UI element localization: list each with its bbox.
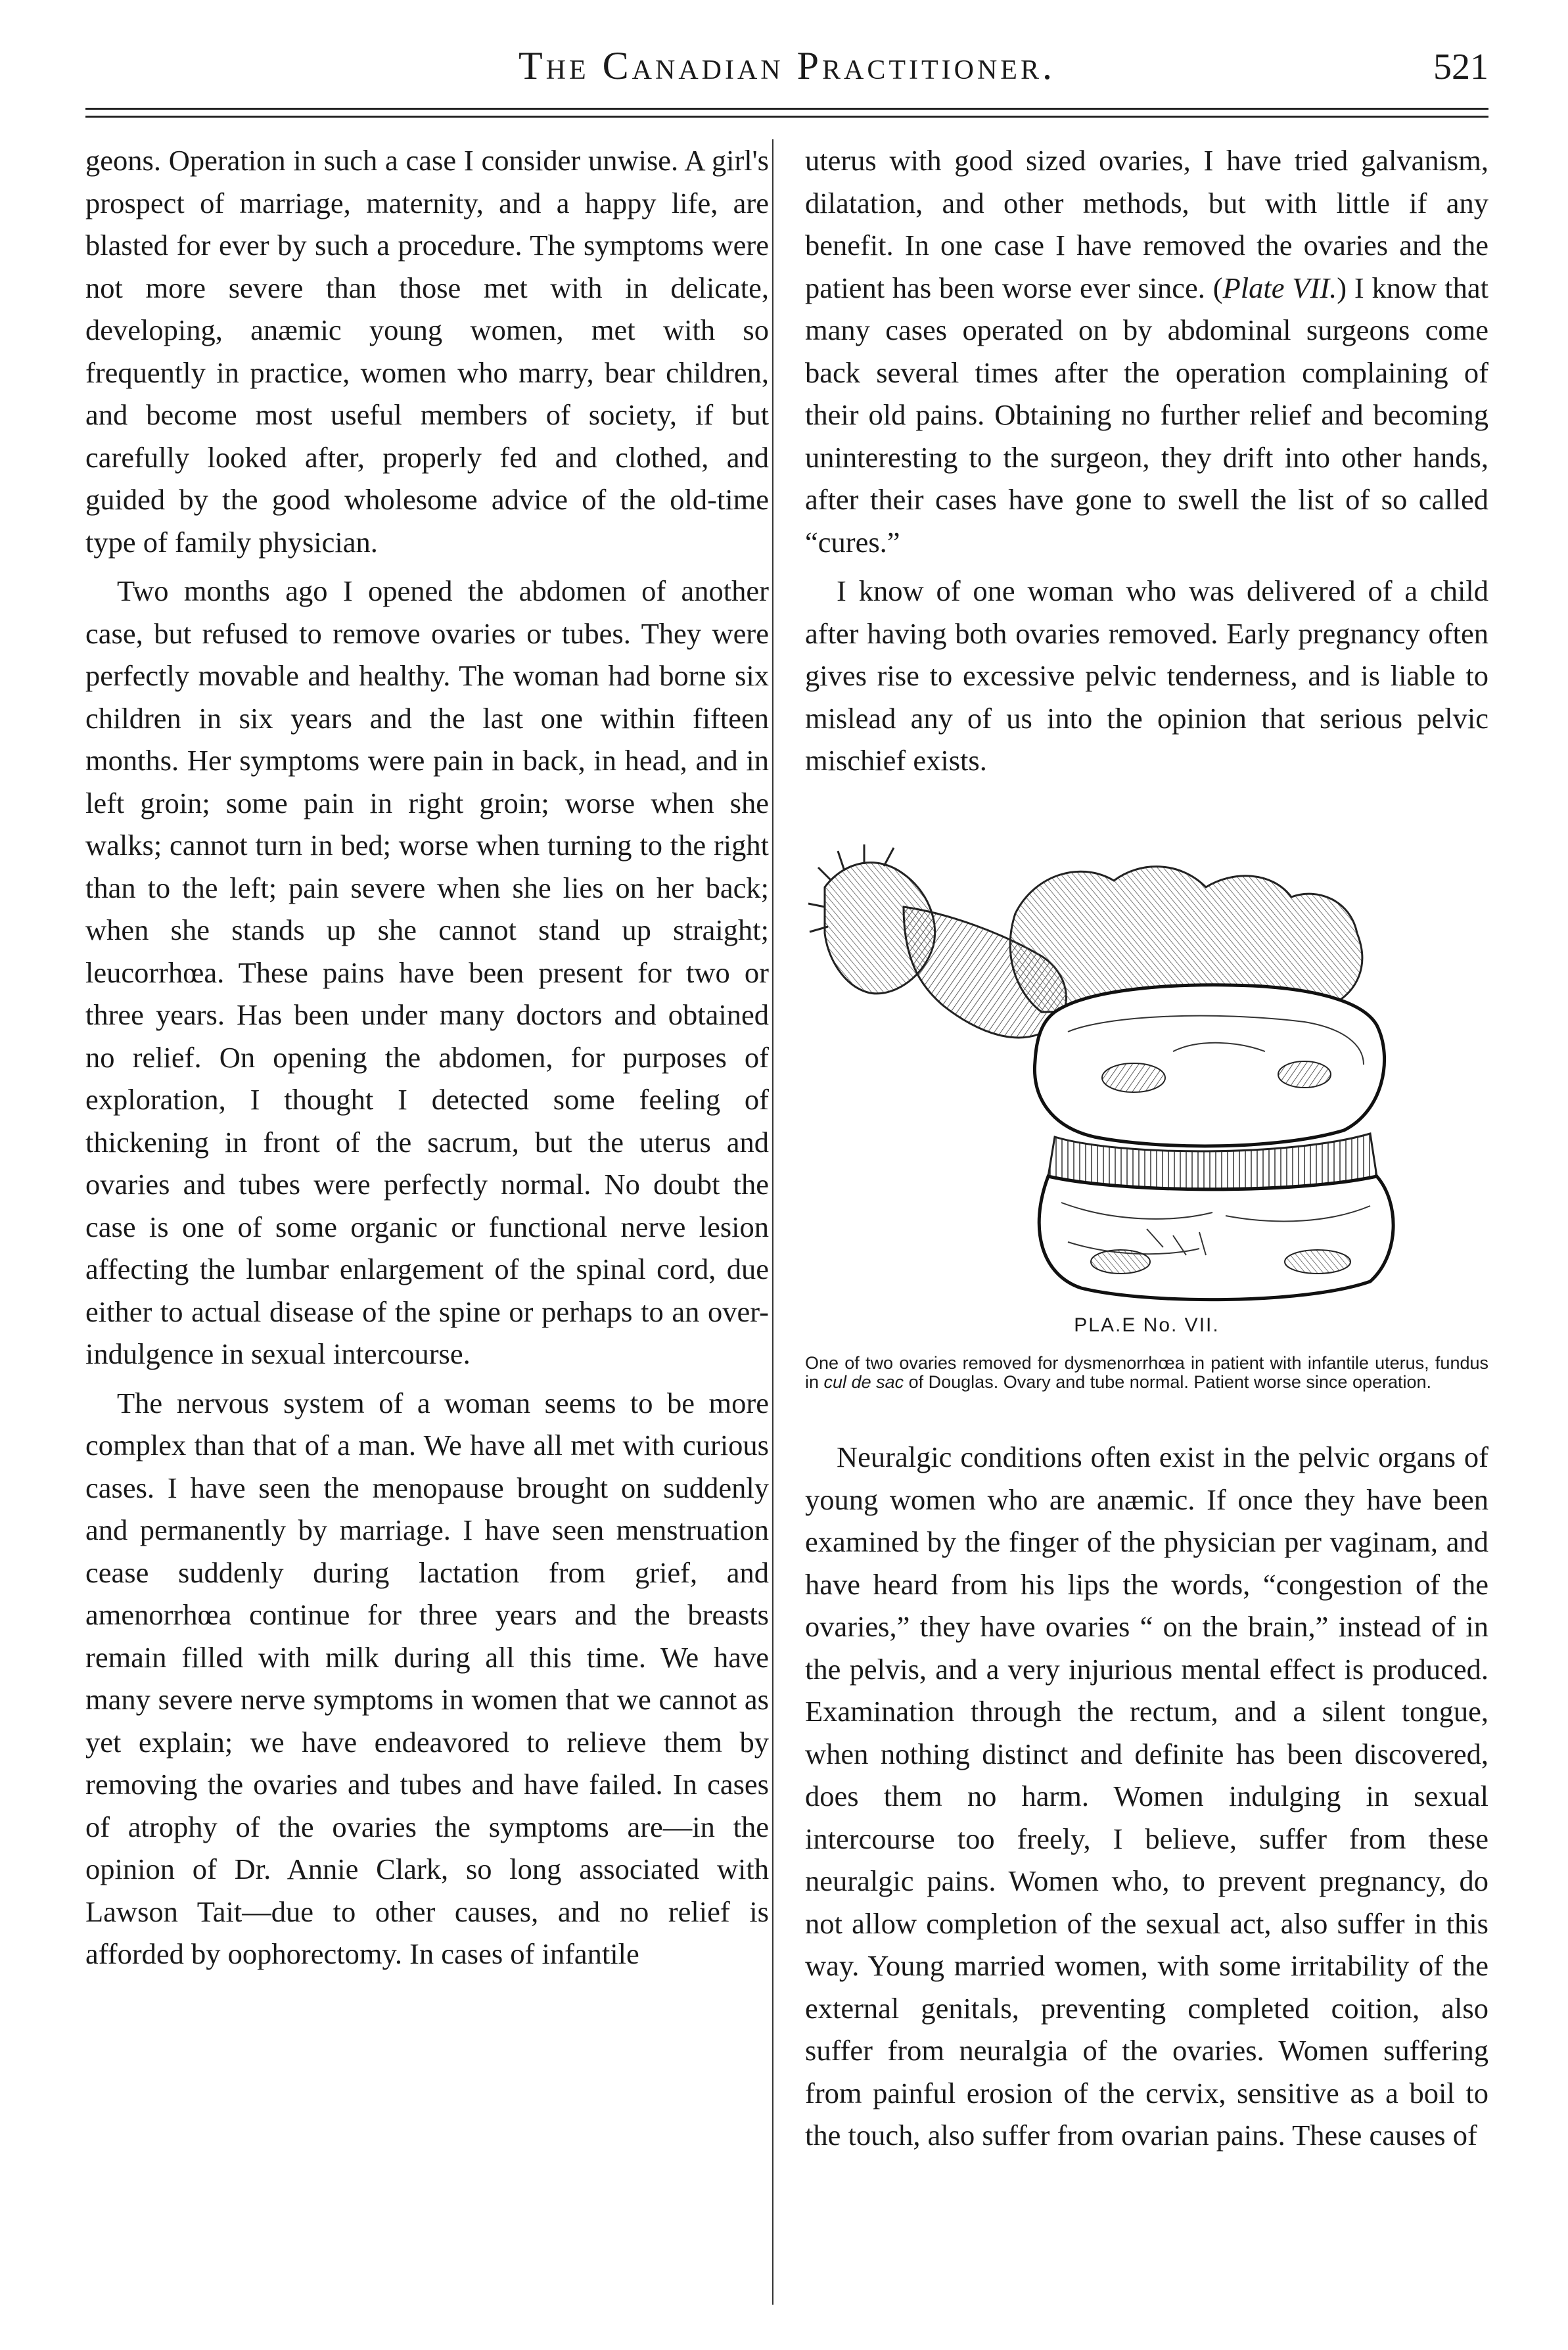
paragraph-text: ) I know that many cases operated on by abdominal surgeons come back several times after the operation complaining of their old pains. Obtaining no further relief and becoming uninteresting to the surgeon, they drift into other hands, after their cases have gone to swell the list of so called “cures.”: [805, 271, 1488, 559]
paragraph: Neuralgic conditions often exist in the pelvic organs of young women who are anæmic. If once they have been examined by the finger of the physician per vaginam, and have heard from his lips the words, “congestion of the ovaries,” they have ovaries “ on the brain,” instead of in the pelvis, and a very injurious mental effect is produced. Examination through the rectum, and a silent tongue, when nothing distinct and definite has been discovered, does them no harm. Women indulging in sexual intercourse too freely, I believe, suffer from these neuralgic pains. Women who, to prevent pregnancy, do not allow completion of the sexual act, also suffer in this way. Young married women, with some irritability of the external genitals, preventing completed coition, also suffer from neuralgia of the ovaries. Women suffering from painful erosion of the cervix, sensitive as a boil to the touch, also suffer from ovarian pains. These causes of: [805, 1440, 1488, 2152]
page-number: 521: [1433, 47, 1488, 87]
journal-title: The Canadian Practitioner.: [519, 44, 1055, 87]
plate-label: PLA.E No. VII.: [1074, 1314, 1220, 1336]
column-divider: [772, 139, 773, 2305]
plate-caption: [805, 1354, 1488, 1392]
running-head: [85, 32, 1488, 104]
paragraph: Two months ago I opened the abdomen of another case, but refused to remove ovaries or tubes. They were perfectly movable and healthy. The woman had borne six children in six years and the last one within fifteen months. Her symptoms were pain in back, in head, and in left groin; some pain in right groin; worse when she walks; cannot turn in bed; worse when turning to the right than to the left; pain severe when she lies on her back; when she stands up she cannot stand up straight; leucorrhœa. These pains have been present for two or three years. Has been under many doctors and obtained no relief. On opening the abdomen, for purposes of exploration, I thought I detected some feeling of thickening in front of the sacrum, but the uterus and ovaries and tubes were perfectly normal. No doubt the case is one of some organic or functional nerve lesion affecting the lumbar enlargement of the spinal cord, due either to actual disease of the spine or perhaps to an over-indulgence in sexual intercourse.: [85, 574, 769, 1370]
caption-text: One of two ovaries removed for dysmenorrhœa in patient with infantile uterus, fundus in: [805, 1353, 1488, 1392]
right-column-lower: [805, 1436, 1488, 2157]
caption-italic: cul de sac: [823, 1372, 904, 1392]
caption-text: of Douglas. Ovary and tube normal. Patient worse since operation.: [904, 1372, 1432, 1392]
header-rule: [85, 108, 1488, 110]
ovary-engraving-image: [805, 835, 1488, 1308]
plate-illustration: [805, 835, 1488, 1334]
paragraph: I know of one woman who was delivered of a child after having both ovaries removed. Early pregnancy often gives rise to excessive pelvic tenderness, and is liable to mislead any of us into the opinion that serious pelvic mischief exists.: [805, 574, 1488, 777]
left-column: [85, 139, 769, 1975]
header-rule-lower: [85, 116, 1488, 118]
paragraph: [805, 139, 1488, 563]
right-column: [805, 139, 1488, 782]
paragraph: geons. Operation in such a case I consider unwise. A girl's prospect of marriage, maternity, and a happy life, are blasted for ever by such a procedure. The symptoms were not more severe than those met with in delicate, developing, anæmic young women, met with so frequently in practice, women who marry, bear children, and become most useful members of society, if but carefully looked after, properly fed and clothed, and guided by the good wholesome advice of the old-time type of family physician.: [85, 144, 769, 559]
paragraph: The nervous system of a woman seems to be more complex than that of a man. We have all met with curious cases. I have seen the menopause brought on suddenly and permanently by marriage. I have seen menstruation cease suddenly during lactation from grief, and amenorrhœa continue for three years and the breasts remain filled with milk during all this time. We have many severe nerve symptoms in women that we cannot as yet explain; we have endeavored to relieve them by removing the ovaries and tubes and have failed. In cases of atrophy of the ovaries the symptoms are—in the opinion of Dr. Annie Clark, so long associated with Lawson Tait—due to other causes, and no relief is afforded by oophorectomy. In cases of infantile: [85, 1386, 769, 1970]
paragraph-text: uterus with good sized ovaries, I have tried galvanism, dilatation, and other methods, but with little if any benefit. In one case I have removed the ovaries and the patient has been worse ever since. (: [805, 144, 1488, 304]
plate-reference: Plate VII.: [1222, 271, 1337, 304]
